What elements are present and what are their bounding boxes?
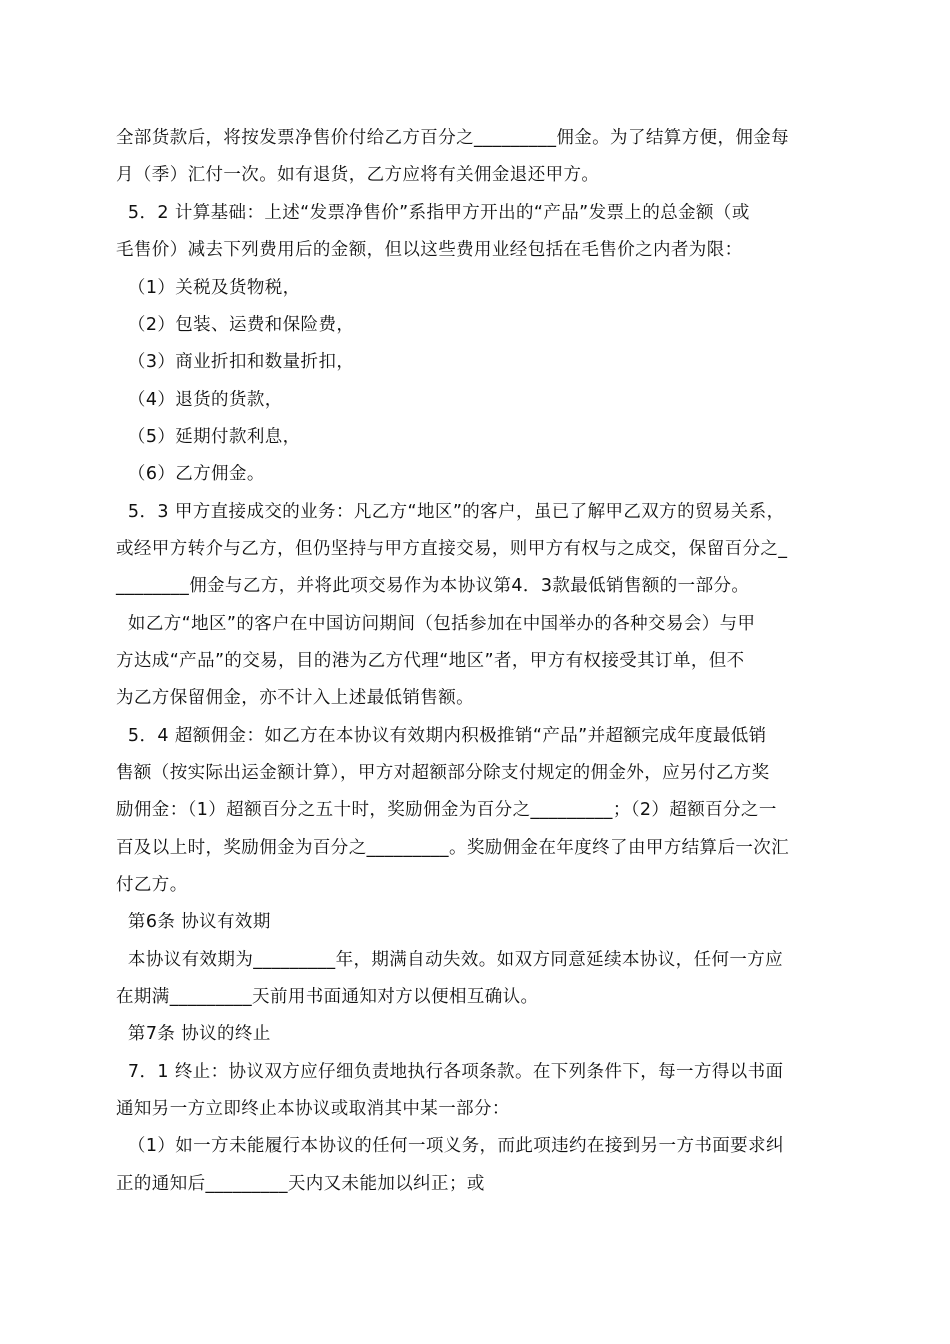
text-line: 月（季）汇付一次。如有退货，乙方应将有关佣金退还甲方。 (116, 165, 600, 185)
text-line: 在期满_________天前用书面通知对方以便相互确认。 (116, 987, 539, 1007)
section-heading: 第7条 协议的终止 (116, 1024, 271, 1044)
text-line: （3）商业折扣和数量折扣， (116, 352, 355, 372)
text-line: 付乙方。 (116, 875, 188, 895)
text-line: 全部货款后，将按发票净售价付给乙方百分之_________佣金。为了结算方便，佣金每 (116, 128, 790, 148)
text-line: 正的通知后_________天内又未能加以纠正；或 (116, 1174, 485, 1194)
text-line: （6）乙方佣金。 (116, 464, 265, 484)
text-line: 百及以上时，奖励佣金为百分之_________。奖励佣金在年度终了由甲方结算后一次汇 (116, 838, 790, 858)
text-line: 5．4 超额佣金：如乙方在本协议有效期内积极推销“产品”并超额完成年度最低销 (116, 726, 767, 746)
text-line: 售额（按实际出运金额计算），甲方对超额部分除支付规定的佣金外，应另付乙方奖 (116, 763, 770, 783)
text-line: （1）关税及货物税， (116, 278, 301, 298)
text-line: 或经甲方转介与乙方，但仍坚持与甲方直接交易，则甲方有权与之成交，保留百分之_ (116, 539, 788, 559)
text-line: （5）延期付款利息， (116, 427, 301, 447)
text-line: ________佣金与乙方，并将此项交易作为本协议第4．3款最低销售额的一部分。 (116, 576, 750, 596)
text-line: 5．2 计算基础：上述“发票净售价”系指甲方开出的“产品”发票上的总金额（或 (116, 203, 750, 223)
text-line: 通知另一方立即终止本协议或取消其中某一部分： (116, 1099, 510, 1119)
text-line: 为乙方保留佣金，亦不计入上述最低销售额。 (116, 688, 474, 708)
text-line: 如乙方“地区”的客户在中国访问期间（包括参加在中国举办的各种交易会）与甲 (116, 614, 756, 634)
text-line: 5．3 甲方直接成交的业务：凡乙方“地区”的客户，虽已了解甲乙双方的贸易关系， (116, 502, 785, 522)
text-line: 本协议有效期为_________年，期满自动失效。如双方同意延续本协议，任何一方应 (116, 950, 784, 970)
text-line: 方达成“产品”的交易，目的港为乙方代理“地区”者，甲方有权接受其订单，但不 (116, 651, 745, 671)
text-line: （1）如一方未能履行本协议的任何一项义务，而此项违约在接到另一方书面要求纠 (116, 1136, 784, 1156)
text-line: （4）退货的货款， (116, 390, 283, 410)
text-line: 毛售价）减去下列费用后的金额，但以这些费用业经包括在毛售价之内者为限： (116, 240, 743, 260)
text-line: 7．1 终止：协议双方应仔细负责地执行各项条款。在下列条件下，每一方得以书面 (116, 1062, 784, 1082)
text-line: 励佣金：（1）超额百分之五十时，奖励佣金为百分之_________；（2）超额百分之一 (116, 800, 777, 820)
text-line: （2）包装、运费和保险费， (116, 315, 355, 335)
section-heading: 第6条 协议有效期 (116, 912, 271, 932)
